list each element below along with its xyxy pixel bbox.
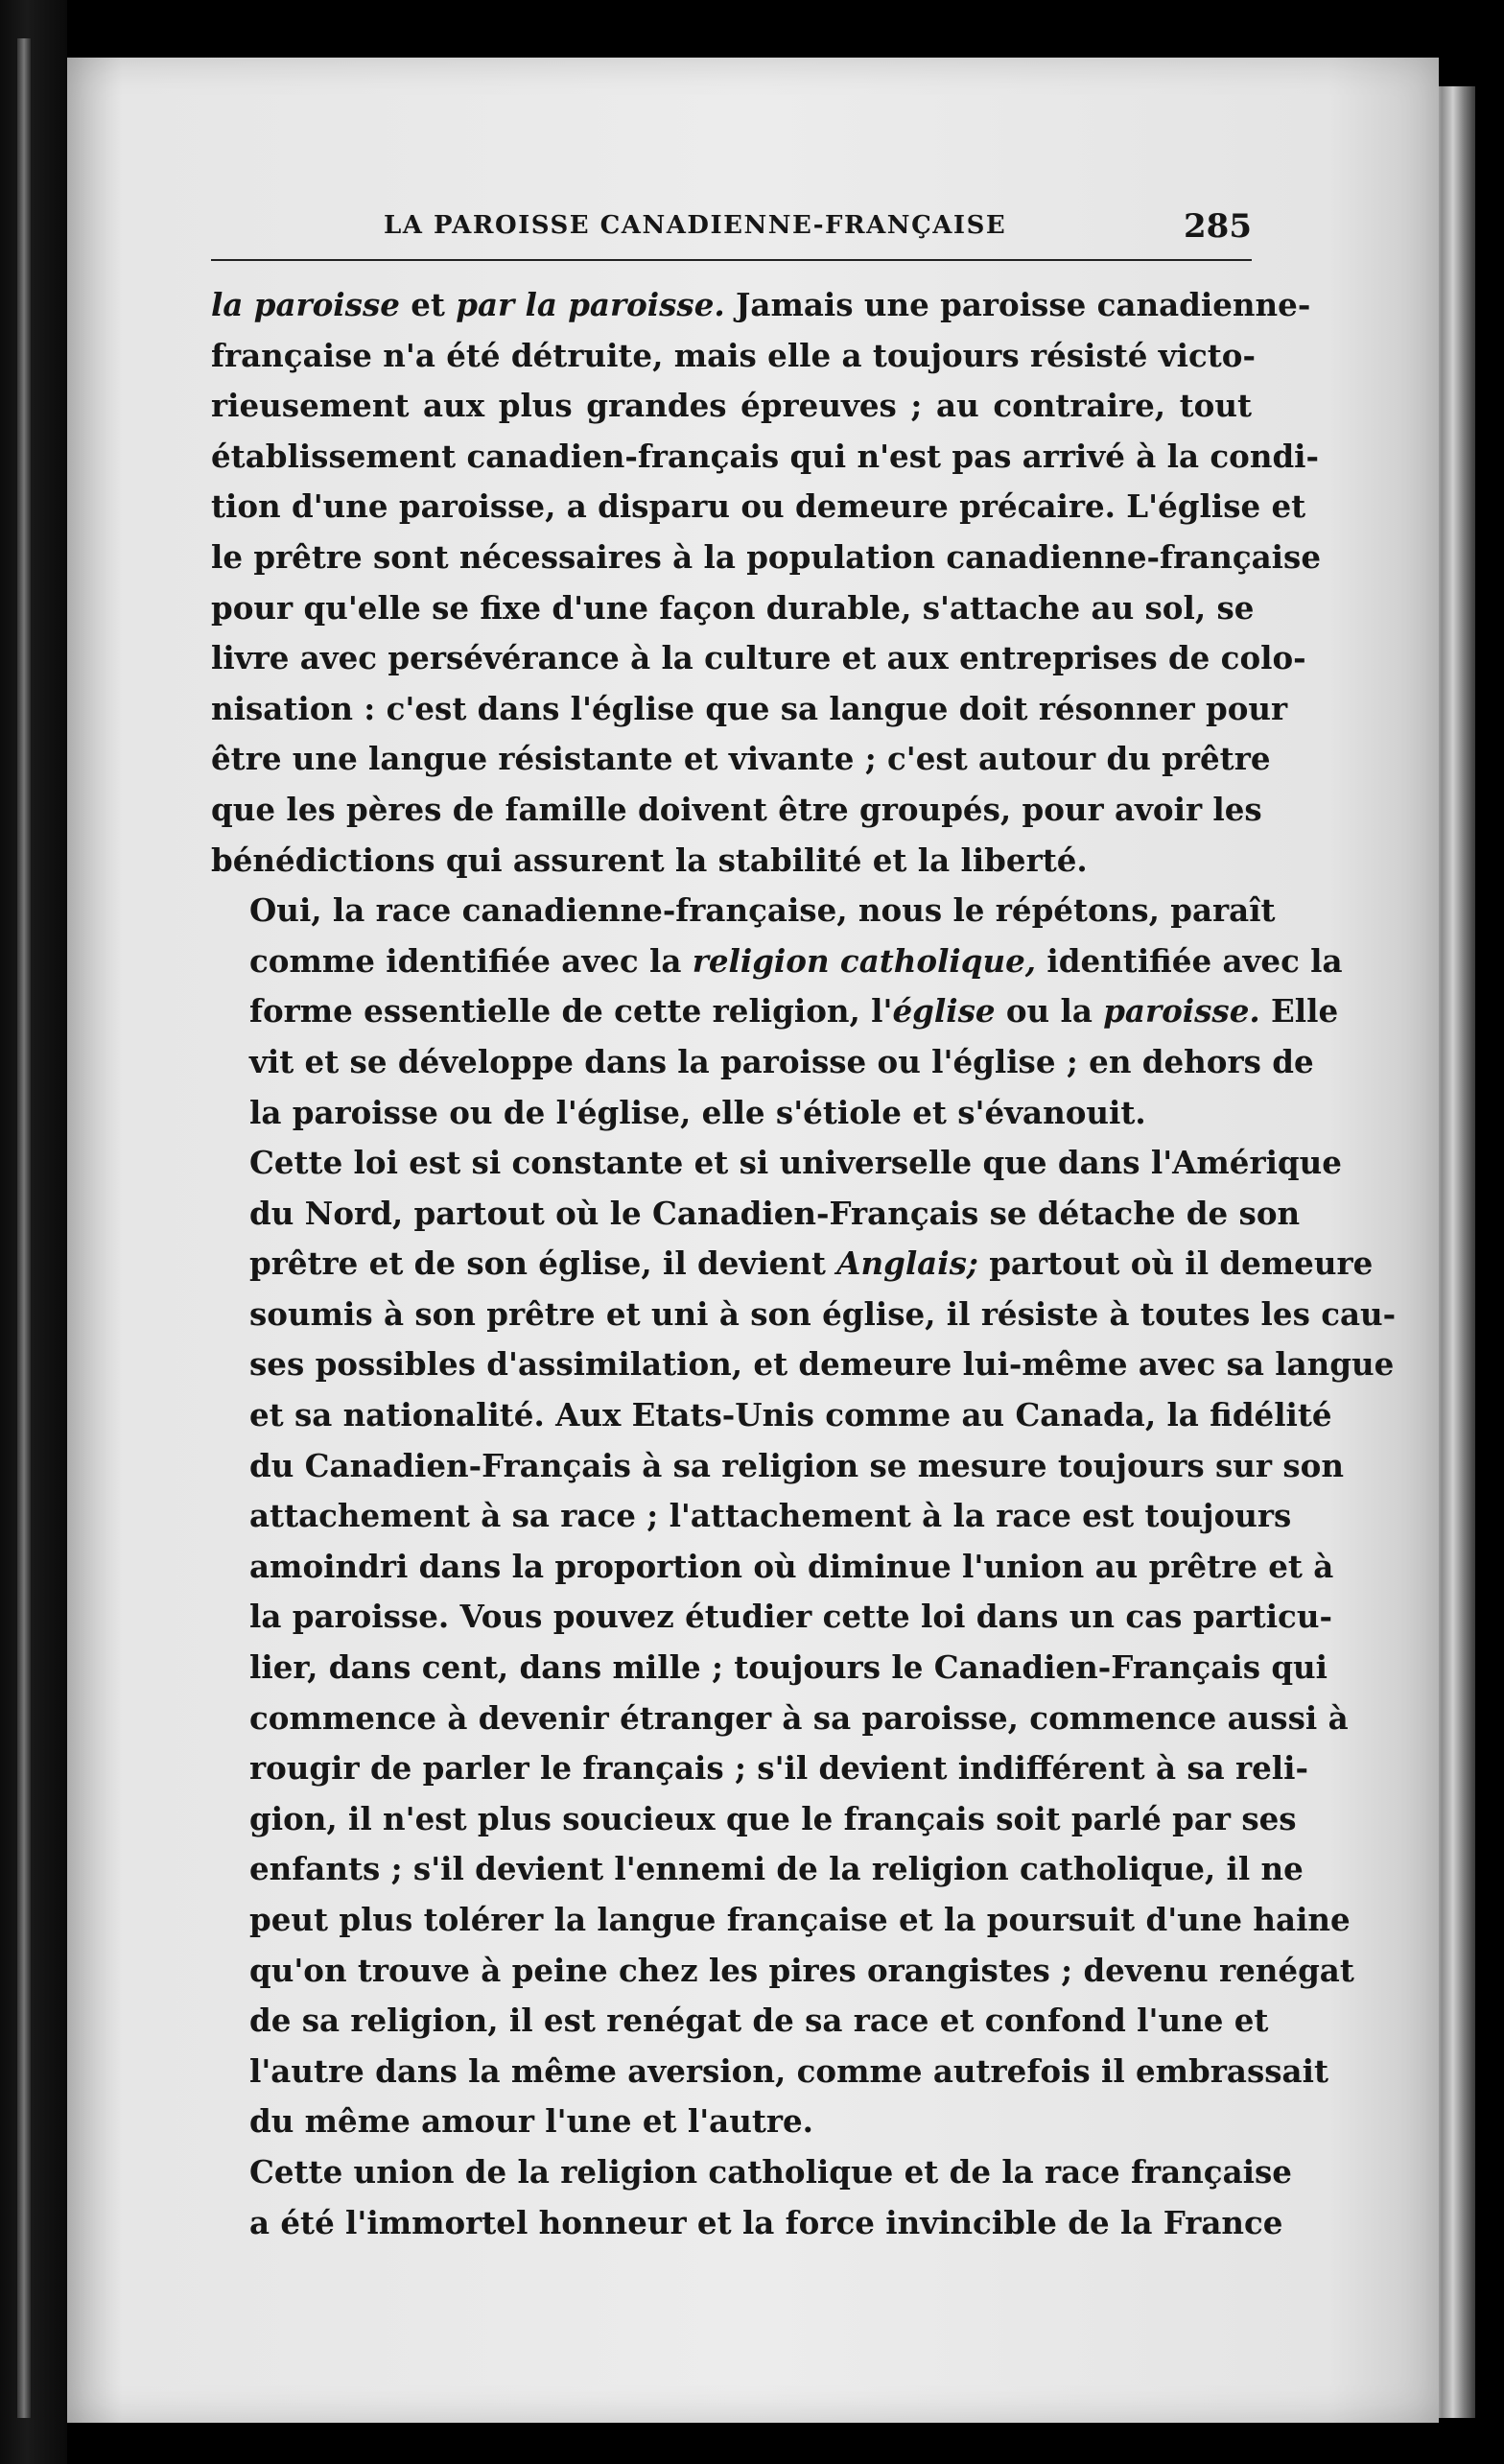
text-span: identifiée avec la xyxy=(1036,941,1343,980)
text-span: Jamais une paroisse canadienne- xyxy=(724,286,1311,323)
italic-phrase: paroisse. xyxy=(1103,992,1260,1031)
previous-page-edge xyxy=(17,38,31,2418)
book-page xyxy=(67,58,1439,2423)
text-line: gion, il n'est plus soucieux que le français soit parlé par ses xyxy=(249,1799,1297,1837)
text-line: attachement à sa race ; l'attachement à la race est toujours xyxy=(249,1497,1292,1535)
text-line: Cette union de la religion catholique et de la race française xyxy=(249,2152,1292,2191)
text-line: française n'a été détruite, mais elle a toujours résisté victo- xyxy=(211,336,1256,374)
text-line xyxy=(211,986,1339,1037)
text-line: Cette loi est si constante et si universelle que dans l'Amérique xyxy=(249,1144,1342,1182)
text-line: livre avec persévérance à la culture et aux entreprises de colo- xyxy=(211,639,1306,677)
text-line xyxy=(211,1239,1374,1290)
paragraph-4 xyxy=(211,2147,1292,2248)
text-line: lier, dans cent, dans mille ; toujours le Canadien-Français qui xyxy=(249,1648,1328,1687)
text-line xyxy=(211,280,1311,331)
text-line: commence à devenir étranger à sa paroisse, commence aussi à xyxy=(249,1698,1349,1737)
running-head xyxy=(211,207,1252,269)
italic-phrase: église xyxy=(892,992,996,1031)
page-number: 285 xyxy=(1184,207,1252,246)
text-line: ses possibles d'assimilation, et demeure lui-même avec sa langue xyxy=(249,1345,1395,1384)
text-line: établissement canadien-français qui n'est pas arrivé à la condi- xyxy=(211,437,1320,475)
text-line: la paroisse ou de l'église, elle s'étiole et s'évanouit. xyxy=(249,1093,1146,1131)
text-line: être une langue résistante et vivante ; c'est autour du prêtre xyxy=(211,740,1271,778)
text-span: Elle xyxy=(1259,992,1339,1031)
text-line: du Canadien-Français à sa religion se mesure toujours sur son xyxy=(249,1446,1344,1484)
text-span: prêtre et de son église, il devient xyxy=(249,1244,837,1283)
text-line xyxy=(211,936,1343,987)
text-line: tion d'une paroisse, a disparu ou demeure précaire. L'église et xyxy=(211,487,1306,526)
paragraph-2 xyxy=(211,886,1343,1138)
text-line: de sa religion, il est renégat de sa race et confond l'une et xyxy=(249,2002,1269,2040)
text-line: rougir de parler le français ; s'il devient indifférent à sa reli- xyxy=(249,1749,1308,1788)
text-span: comme identifiée avec la xyxy=(249,941,693,980)
text-line: la paroisse. Vous pouvez étudier cette loi dans un cas particu- xyxy=(249,1598,1332,1636)
text-line: l'autre dans la même aversion, comme autrefois il embrassait xyxy=(249,2051,1328,2090)
italic-phrase: par la paroisse. xyxy=(456,286,725,323)
text-line: que les pères de famille doivent être groupés, pour avoir les xyxy=(211,790,1262,828)
text-line: Oui, la race canadienne-française, nous le répétons, paraît xyxy=(249,891,1276,930)
page-content xyxy=(211,207,1397,2248)
text-line: enfants ; s'il devient l'ennemi de la religion catholique, il ne xyxy=(249,1850,1304,1888)
text-line: du même amour l'une et l'autre. xyxy=(249,2102,813,2141)
text-line: du Nord, partout où le Canadien-Français se détache de son xyxy=(249,1194,1301,1232)
italic-phrase: la paroisse xyxy=(211,286,400,323)
header-rule xyxy=(211,259,1252,261)
text-line: qu'on trouve à peine chez les pires orangistes ; devenu renégat xyxy=(249,1951,1354,1989)
text-line: amoindri dans la proportion où diminue l'union au prêtre et à xyxy=(249,1547,1334,1585)
paragraph-3 xyxy=(211,1138,1397,2147)
text-line: a été l'immortel honneur et la force invincible de la France xyxy=(249,2203,1283,2241)
text-line: pour qu'elle se fixe d'une façon durable, s'attache au sol, se xyxy=(211,588,1255,627)
text-line: soumis à son prêtre et uni à son église, il résiste à toutes les cau- xyxy=(249,1294,1397,1333)
text-line: nisation : c'est dans l'église que sa langue doit résonner pour xyxy=(211,689,1288,727)
text-line: vit et se développe dans la paroisse ou l'église ; en dehors de xyxy=(249,1042,1314,1080)
scanner-left-edge xyxy=(0,0,67,2464)
text-span: et xyxy=(399,286,457,323)
running-title: LA PAROISSE CANADIENNE-FRANÇAISE xyxy=(384,211,1007,240)
text-span: ou la xyxy=(995,992,1104,1031)
text-line: peut plus tolérer la langue française et la poursuit d'une haine xyxy=(249,1901,1351,1938)
paragraph-1 xyxy=(211,280,1322,886)
text-line: bénédictions qui assurent la stabilité et la liberté. xyxy=(211,841,1088,879)
body-text xyxy=(211,280,1397,2248)
text-line: rieusement aux plus grandes épreuves ; au contraire, tout xyxy=(211,387,1252,425)
italic-phrase: Anglais; xyxy=(836,1244,978,1283)
text-span: forme essentielle de cette religion, l' xyxy=(249,992,893,1031)
italic-phrase: religion catholique, xyxy=(692,941,1037,980)
text-line: le prêtre sont nécessaires à la population canadienne-française xyxy=(211,537,1322,576)
text-line: et sa nationalité. Aux Etats-Unis comme au Canada, la fidélité xyxy=(249,1396,1332,1434)
text-span: partout où il demeure xyxy=(977,1244,1374,1283)
